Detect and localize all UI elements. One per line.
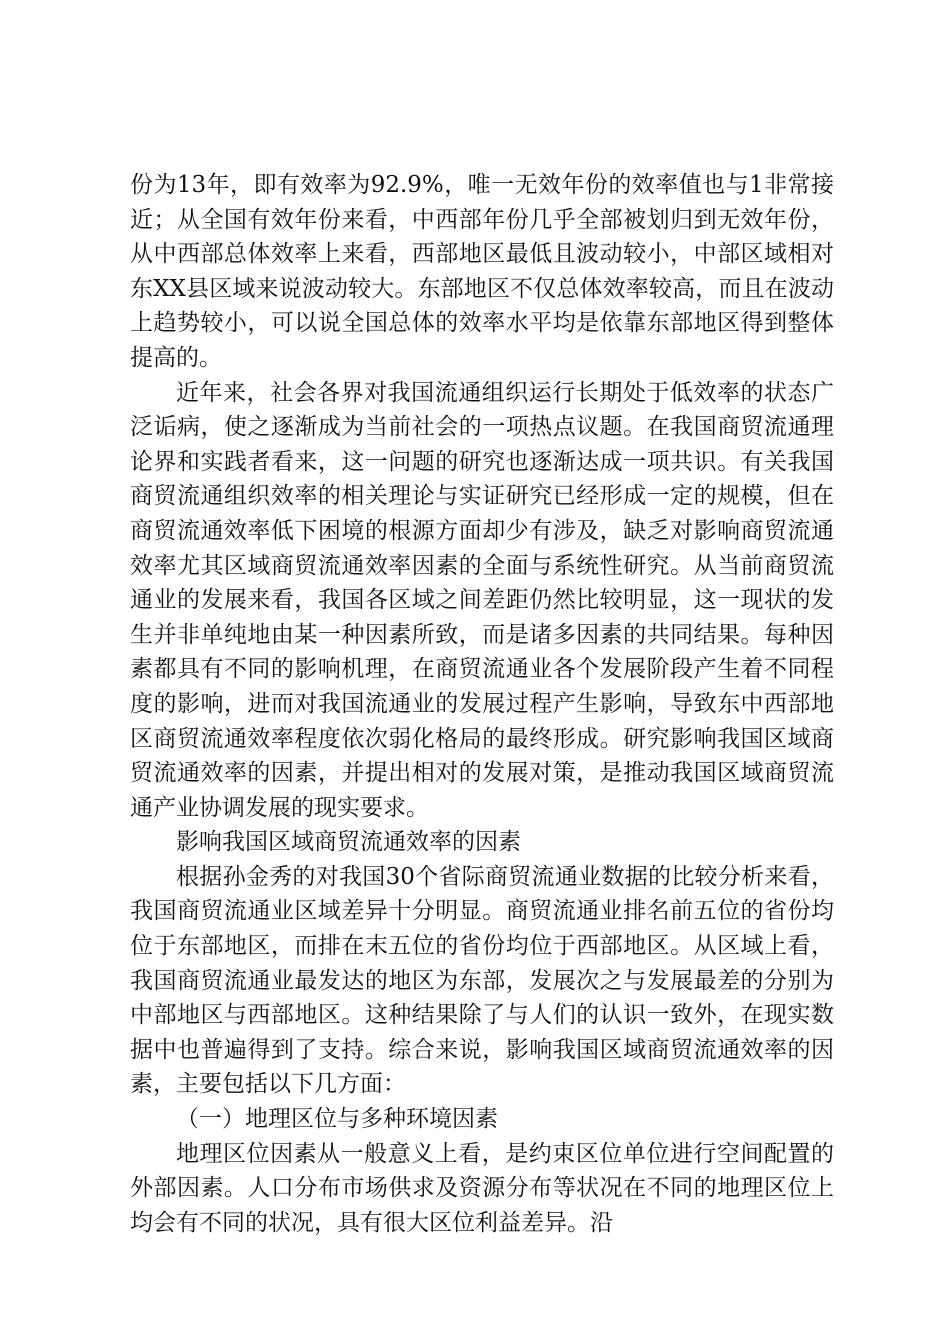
paragraph-research-background: 近年来，社会各界对我国流通组织运行长期处于低效率的状态广泛诟病，使之逐渐成为当前社会的一项热点议题。在我国商贸流通理论界和实践者看来，这一问题的研究也逐渐达成一项共识。有关我国商贸流通组织效率的相关理论与实证研究已经形成一定的规模，但在商贸流通效率低下困境的根源方面却少有涉及，缺乏对影响商贸流通效率尤其区域商贸流通效率因素的全面与系统性研究。从当前商贸流通业的发展来看，我国各区域之间差距仍然比较明显，这一现状的发生并非单纯地由某一种因素所致，而是诸多因素的共同结果。每种因素都具有不同的影响机理，在商贸流通业各个发展阶段产生着不同程度的影响，进而对我国流通业的发展过程产生影响，导致东中西部地区商贸流通效率程度依次弱化格局的最终形成。研究影响我国区域商贸流通效率的因素，并提出相对的发展对策，是推动我国区域商贸流通产业协调发展的现实要求。 xyxy=(130,379,834,821)
paragraph-efficiency-summary: 份为13年，即有效率为92.9%，唯一无效年份的效率值也与1非常接近；从全国有效年份来看，中西部年份几乎全部被划归到无效年份，从中西部总体效率上来看，西部地区最低且波动较小，中部区域相对东XX县区域来说波动较大。东部地区不仅总体效率较高，而且在波动上趋势较小，可以说全国总体的效率水平均是依靠东部地区得到整体提高的。 xyxy=(130,172,834,371)
document-page xyxy=(130,168,834,1240)
section-heading-factors: 影响我国区域商贸流通效率的因素 xyxy=(176,829,521,856)
subsection-heading-geography: （一）地理区位与多种环境因素 xyxy=(176,1106,498,1133)
paragraph-geographic-location: 地理区位因素从一般意义上看，是约束区位单位进行空间配置的外部因素。人口分布市场供求及资源分布等状况在不同的地理区位上均会有不同的状况，具有很大区位利益差异。沿 xyxy=(130,1140,834,1236)
paragraph-regional-differences: 根据孙金秀的对我国30个省际商贸流通业数据的比较分析来看，我国商贸流通业区域差异十分明显。商贸流通业排名前五位的省份均位于东部地区，而排在末五位的省份均位于西部地区。从区域上看，我国商贸流通业最发达的地区为东部，发展次之与发展最差的分别为中部地区与西部地区。这种结果除了与人们的认识一致外，在现实数据中也普遍得到了支持。综合来说，影响我国区域商贸流通效率的因素，主要包括以下几方面： xyxy=(130,863,834,1098)
